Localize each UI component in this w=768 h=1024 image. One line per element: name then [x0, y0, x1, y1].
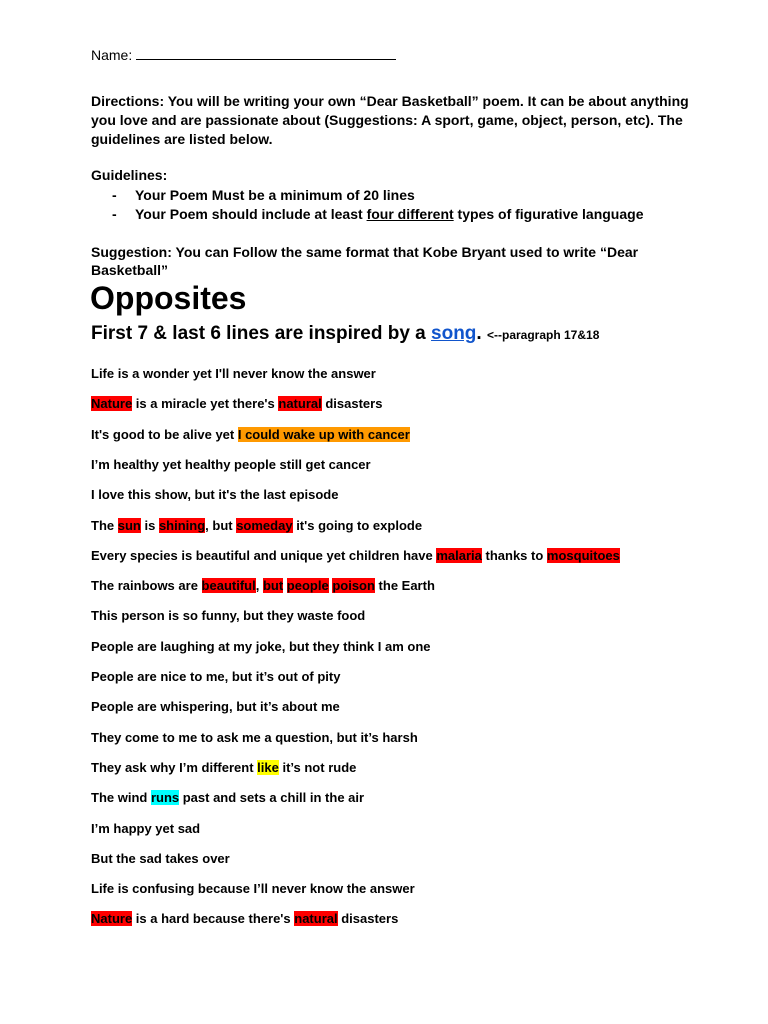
- poem-line: [91, 396, 382, 411]
- poem-line: [91, 608, 365, 623]
- highlighted-word: people: [286, 578, 329, 594]
- guideline-underlined: four different: [366, 206, 454, 222]
- suggestion-text: Suggestion: You can Follow the same format that Kobe Bryant used to write “Dear Basketball”: [91, 244, 639, 278]
- poem-line: [91, 821, 200, 836]
- poem-line: [91, 790, 364, 805]
- poem-text: The wind: [91, 790, 151, 806]
- highlighted-word: Nature: [91, 396, 133, 412]
- guideline-item: [112, 186, 644, 205]
- poem-text: I love this show, but it's the last episode: [91, 487, 339, 503]
- poem-text: This person is so funny, but they waste food: [91, 608, 366, 624]
- poem-text: it's going to explode: [292, 517, 423, 533]
- highlighted-word: poison: [332, 578, 375, 594]
- poem-text: But the sad takes over: [91, 850, 230, 866]
- guideline-text-before: Your Poem should include at least: [135, 206, 367, 222]
- poem-line: [91, 851, 230, 866]
- poem-line: [91, 366, 376, 381]
- poem-text: Every species is beautiful and unique yet children have: [91, 547, 437, 563]
- subtitle-period: .: [476, 323, 487, 344]
- highlighted-word: natural: [294, 911, 338, 927]
- poem-line: [91, 911, 398, 926]
- poem-text: I’m happy yet sad: [91, 820, 201, 836]
- highlighted-word: beautiful: [201, 578, 256, 594]
- list-dash: -: [112, 187, 117, 203]
- guidelines-heading: Guidelines:: [91, 167, 168, 183]
- poem-text: past and sets a chill in the air: [179, 790, 365, 806]
- poem-line: [91, 548, 620, 563]
- poem-text: is: [140, 517, 159, 533]
- highlighted-word: shining: [158, 517, 206, 533]
- highlighted-word: but: [262, 578, 284, 594]
- poem-text: disasters: [337, 911, 399, 927]
- poem-line: [91, 427, 410, 442]
- poem-text: People are laughing at my joke, but they think I am one: [91, 638, 431, 654]
- guideline-text: Your Poem Must be a minimum of 20 lines: [135, 187, 415, 203]
- highlighted-word: I could wake up with cancer: [237, 426, 410, 442]
- poem-line: [91, 669, 340, 684]
- guideline-text-after: types of figurative language: [453, 206, 644, 222]
- poem-text: The: [91, 517, 118, 533]
- list-dash: -: [112, 206, 117, 222]
- guideline-item: [112, 205, 644, 224]
- poem-text: People are nice to me, but it’s out of pity: [91, 669, 341, 684]
- poem-line: [91, 518, 422, 533]
- poem-line: [91, 487, 338, 502]
- poem-text: Life is confusing because I’ll never know the answer: [91, 881, 415, 897]
- highlighted-word: runs: [150, 790, 180, 806]
- highlighted-word: mosquitoes: [546, 547, 620, 563]
- poem-text: the Earth: [374, 578, 435, 594]
- poem-text: is a hard because there's: [132, 911, 295, 927]
- directions-text: Directions: You will be writing your own “Dear Basketball” poem. It can be about anything you love and are passionate about (Suggestions: A sport, game, object, person, etc). The guidelines are listed below.: [91, 93, 689, 147]
- poem-line: [91, 760, 356, 775]
- poem-subtitle: [91, 323, 599, 345]
- song-link[interactable]: song: [431, 323, 477, 344]
- poem-title: Opposites: [90, 280, 247, 316]
- poem-text: The rainbows are: [91, 578, 202, 594]
- name-blank[interactable]: [136, 45, 396, 60]
- poem-line: [91, 578, 435, 593]
- poem-line: [91, 457, 371, 472]
- poem-text: thanks to: [481, 547, 547, 563]
- highlighted-word: like: [257, 759, 279, 775]
- poem-text: They come to me to ask me a question, but it’s harsh: [91, 729, 418, 745]
- poem-text: I’m healthy yet healthy people still get cancer: [91, 456, 371, 472]
- highlighted-word: someday: [236, 517, 293, 533]
- poem-text: , but: [205, 517, 237, 533]
- highlighted-word: Nature: [91, 911, 133, 927]
- poem-text: It's good to be alive yet: [91, 426, 238, 442]
- poem-text: it’s not rude: [278, 759, 357, 775]
- poem-text: disasters: [321, 396, 383, 412]
- poem-line: [91, 639, 431, 654]
- poem-text: They ask why I’m different: [91, 759, 258, 775]
- subtitle-note: <--paragraph 17&18: [486, 328, 600, 342]
- poem-text: People are whispering, but it’s about me: [91, 699, 340, 715]
- highlighted-word: sun: [117, 517, 141, 533]
- poem-text: is a miracle yet there's: [132, 396, 279, 412]
- highlighted-word: malaria: [436, 547, 482, 563]
- name-field-line: [91, 45, 396, 63]
- name-label: Name:: [91, 47, 133, 63]
- poem-line: [91, 730, 418, 745]
- poem-text: Life is a wonder yet I'll never know the answer: [91, 366, 376, 381]
- poem-text: ,: [255, 578, 263, 594]
- highlighted-word: natural: [278, 396, 322, 412]
- poem-line: [91, 881, 415, 896]
- poem-line: [91, 699, 340, 714]
- subtitle-text: First 7 & last 6 lines are inspired by a: [91, 323, 432, 344]
- guidelines-list: [112, 186, 644, 224]
